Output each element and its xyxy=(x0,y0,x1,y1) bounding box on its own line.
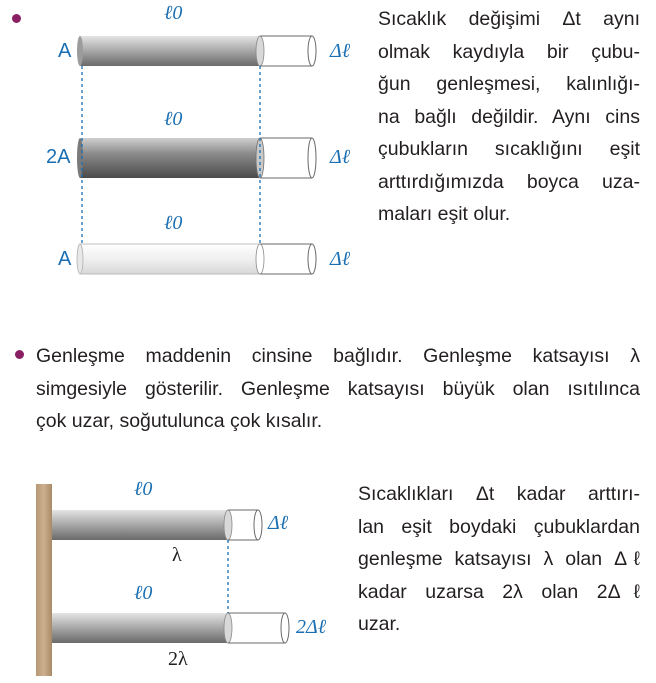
bullet-icon xyxy=(15,350,24,359)
text-line: çok uzar, soğutulunca çok kısalır. xyxy=(36,410,323,432)
length-label: ℓ0 xyxy=(164,212,183,234)
area-label-2a: 2A xyxy=(46,146,71,168)
rod-2lambda xyxy=(52,613,228,643)
wall xyxy=(36,484,52,676)
text-line: maları eşit olur. xyxy=(378,203,511,225)
expansion-outline xyxy=(228,613,285,643)
area-label-a: A xyxy=(58,248,72,270)
delta-label: Δℓ xyxy=(330,146,351,168)
text-line: çubukların sıcaklığını eşit xyxy=(378,138,640,160)
text-line: ğun genleşmesi, kalınlığı- xyxy=(378,73,640,95)
expansion-outline xyxy=(260,244,312,274)
expansion-outline xyxy=(260,138,312,178)
rod-a-bottom xyxy=(80,244,260,274)
middle-paragraph xyxy=(36,340,640,438)
expansion-outline xyxy=(260,36,312,66)
rod-lambda xyxy=(52,510,228,540)
text-line: Genleşme maddenin cinsine bağlıdır. Genleşme katsayısı λ xyxy=(36,345,640,367)
area-label-a: A xyxy=(58,40,72,62)
length-label: ℓ0 xyxy=(164,2,183,24)
length-label: ℓ0 xyxy=(164,108,183,130)
length-label: ℓ0 xyxy=(134,478,153,500)
coefficient-label: 2λ xyxy=(168,648,188,670)
text-line: kadar uzarsa 2λ olan 2Δℓ xyxy=(358,580,640,603)
text-line: na bağlı değildir. Aynı cins xyxy=(378,105,640,128)
text-line: olmak kaydıyla bir çubu- xyxy=(378,40,640,63)
rod-a-top xyxy=(80,36,260,66)
text-line: genleşme katsayısı λ olan Δℓ xyxy=(358,548,640,570)
text-line: lan eşit boydaki çubuklardan xyxy=(358,515,640,538)
bullet-icon xyxy=(12,14,21,23)
delta-label: Δℓ xyxy=(268,512,289,534)
bottom-paragraph xyxy=(358,478,640,641)
text-line: Sıcaklıkları Δt kadar arttırı- xyxy=(358,483,640,505)
text-line: Sıcaklık değişimi Δt aynı xyxy=(378,8,640,30)
delta-label: 2Δℓ xyxy=(296,616,327,638)
coefficient-label: λ xyxy=(172,544,182,566)
text-line: simgesiyle gösterilir. Genleşme katsayısı büyük olan ısıtılınca xyxy=(36,377,640,400)
rod-2a xyxy=(80,138,260,178)
top-paragraph xyxy=(378,3,640,231)
length-label: ℓ0 xyxy=(134,582,153,604)
delta-label: Δℓ xyxy=(330,248,351,270)
text-line: arttırdığımızda boyca uza- xyxy=(378,170,640,193)
delta-label: Δℓ xyxy=(330,40,351,62)
text-line: uzar. xyxy=(358,613,401,635)
